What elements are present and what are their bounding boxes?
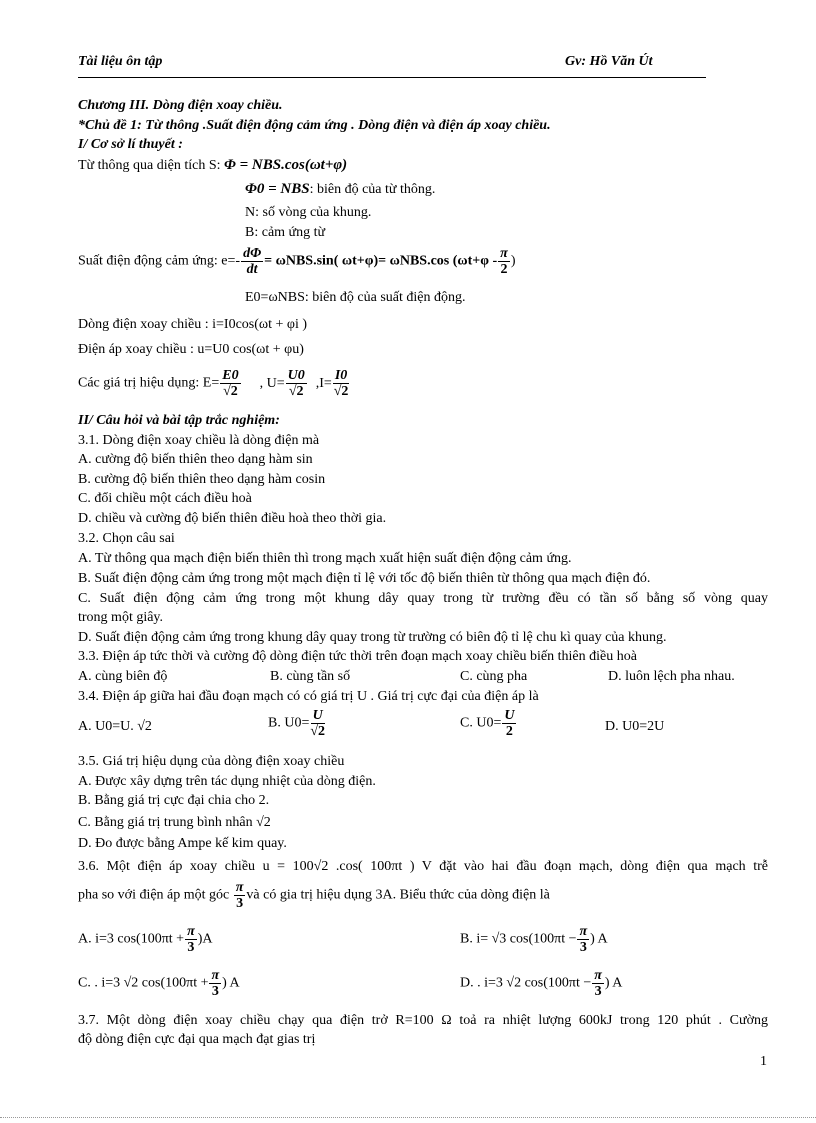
flux-line <box>78 156 347 175</box>
q34-c: C. U0= $\frac{U}{2}$ <box>460 708 515 739</box>
rms-u-fraction: $\frac{U0}{√2}$ <box>287 368 305 399</box>
q34: 3.4. Điện áp giữa hai đầu đoạn mạch có có giá trị U . Giá trị cực đại của điện áp là <box>78 689 539 704</box>
q33: 3.3. Điện áp tức thời và cường độ dòng điện tức thời trên đoạn mạch xoay chiều biến thiên điều hoà <box>78 649 637 664</box>
n-desc: N: số vòng của khung. <box>245 205 372 220</box>
q32-c2: trong một giây. <box>78 610 164 625</box>
q32-c: C. Suất điện động cảm ứng trong một khung dây quay trong từ trường đều có tần số bằng số vòng quay <box>78 591 768 606</box>
rms-i-label: ,I= <box>315 375 332 391</box>
q35: 3.5. Giá trị hiệu dụng của dòng điện xoay chiều <box>78 754 345 769</box>
q35-b: B. Bằng giá trị cực đại chia cho 2. <box>78 793 270 808</box>
chapter-title: Chương III. Dòng điện xoay chiều. <box>78 98 283 113</box>
q33-d: D. luôn lệch pha nhau. <box>608 669 735 684</box>
emf-mid: = ωNBS.sin( ωt+φ)= ωNBS.cos (ωt+φ - <box>264 253 498 269</box>
emf-end: ) <box>510 253 516 269</box>
rms-i-fraction: $\frac{I0}{√2}$ <box>333 368 349 399</box>
emf-fraction: $\frac{d\Phi}{dt}$ <box>243 246 262 277</box>
theory-title: I/ Cơ sở lí thuyết : <box>78 137 183 152</box>
q37-line2: độ dòng điện cực đại qua mạch đạt gias trị <box>78 1032 316 1047</box>
q36-b: B. i= √3 cos(100πt − $\frac{\pi}{3}$ ) A <box>460 924 608 955</box>
q35-a: A. Được xây dựng trên tác dụng nhiệt của dòng điện. <box>78 774 376 789</box>
page-bottom-border <box>0 1117 816 1118</box>
flux-label: Từ thông qua diện tích S: <box>78 158 221 173</box>
phi0-desc: : biên độ của từ thông. <box>309 182 436 197</box>
header-right: Gv: Hồ Văn Út <box>565 54 653 69</box>
voltage-formula: Điện áp xoay chiều : u=U0 cos(ωt + φu) <box>78 342 304 357</box>
q32-d: D. Suất điện động cảm ứng trong khung dây quay trong từ trường có biên độ tỉ lệ chu kì quay của khung. <box>78 630 667 645</box>
emf-pre: e=- <box>221 253 241 269</box>
q32-a: A. Từ thông qua mạch điện biến thiên thì trong mạch xuất hiện suất điện động cảm ứng. <box>78 551 572 566</box>
q36-line2: pha so với điện áp một góc $\frac{\pi}{3}$ và có gia trị hiệu dụng 3A. Biểu thức của dòng điện là <box>78 880 550 911</box>
q34-a: A. U0=U. √2 <box>78 719 152 734</box>
e0-desc: E0=ωNBS: biên độ của suất điện động. <box>245 290 466 305</box>
q31-a: A. cường độ biến thiên theo dạng hàm sin <box>78 452 313 467</box>
rms-u-label: , U= <box>259 375 285 391</box>
phi0-line <box>245 180 435 199</box>
q33-b: B. cùng tần số <box>270 669 351 684</box>
exercises-title: II/ Câu hỏi và bài tập trắc nghiệm: <box>78 413 280 428</box>
page-number: 1 <box>760 1054 767 1069</box>
current-formula: Dòng điện xoay chiều : i=I0cos(ωt + φi ) <box>78 317 308 332</box>
topic-title: *Chủ đề 1: Từ thông .Suất điện động cảm ứng . Dòng điện và điện áp xoay chiều. <box>78 118 551 133</box>
q35-d: D. Đo được bằng Ampe kế kim quay. <box>78 836 287 851</box>
header-left: Tài liệu ôn tập <box>78 54 163 69</box>
b-desc: B: cảm ứng từ <box>245 225 326 240</box>
rms-line <box>78 368 350 399</box>
q34-b: B. U0= $\frac{U}{√2}$ <box>268 708 326 739</box>
q36-c: C. . i=3 √2 cos(100πt + $\frac{\pi}{3}$ ) A <box>78 968 240 999</box>
header-rule <box>78 77 706 78</box>
emf-label: Suất điện động cảm ứng: <box>78 253 218 269</box>
rms-e-fraction: $\frac{E0}{√2}$ <box>222 368 239 399</box>
q32: 3.2. Chọn câu sai <box>78 531 175 546</box>
q32-b: B. Suất điện động cảm ứng trong một mạch điện tỉ lệ với tốc độ biến thiên từ thông qua mạch điện đó. <box>78 571 651 586</box>
q31-b: B. cường độ biến thiên theo dạng hàm cosin <box>78 472 326 487</box>
q31: 3.1. Dòng điện xoay chiều là dòng điện mà <box>78 433 320 448</box>
phi0-formula: Φ0 = NBS <box>245 181 310 197</box>
q33-c: C. cùng pha <box>460 669 528 684</box>
q35-c: C. Bằng giá trị trung bình nhân √2 <box>78 815 271 830</box>
q31-d: D. chiều và cường độ biến thiên điều hoà theo thời gia. <box>78 511 387 526</box>
rms-label: Các giá trị hiệu dụng: E= <box>78 375 220 391</box>
q34-d: D. U0=2U <box>605 719 665 734</box>
q33-a: A. cùng biên độ <box>78 669 168 684</box>
q31-c: C. đổi chiều một cách điều hoà <box>78 491 252 506</box>
q36: 3.6. Một điện áp xoay chiều u = 100√2 .cos( 100πt ) V đặt vào hai đầu đoạn mạch, dòng điện qua mạch trễ <box>78 859 768 874</box>
q36-a: A. i=3 cos(100πt + $\frac{\pi}{3}$ )A <box>78 924 213 955</box>
emf-line <box>78 246 516 277</box>
q37: 3.7. Một dòng điện xoay chiều chạy qua điện trở R=100 Ω toả ra nhiệt lượng 600kJ trong 120 phút . Cường <box>78 1013 768 1028</box>
q36-d: D. . i=3 √2 cos(100πt − $\frac{\pi}{3}$ ) A <box>460 968 623 999</box>
emf-pi-fraction: $\frac{\pi}{2}$ <box>500 246 508 277</box>
flux-formula: Φ = NBS.cos(ωt+φ) <box>224 157 348 173</box>
